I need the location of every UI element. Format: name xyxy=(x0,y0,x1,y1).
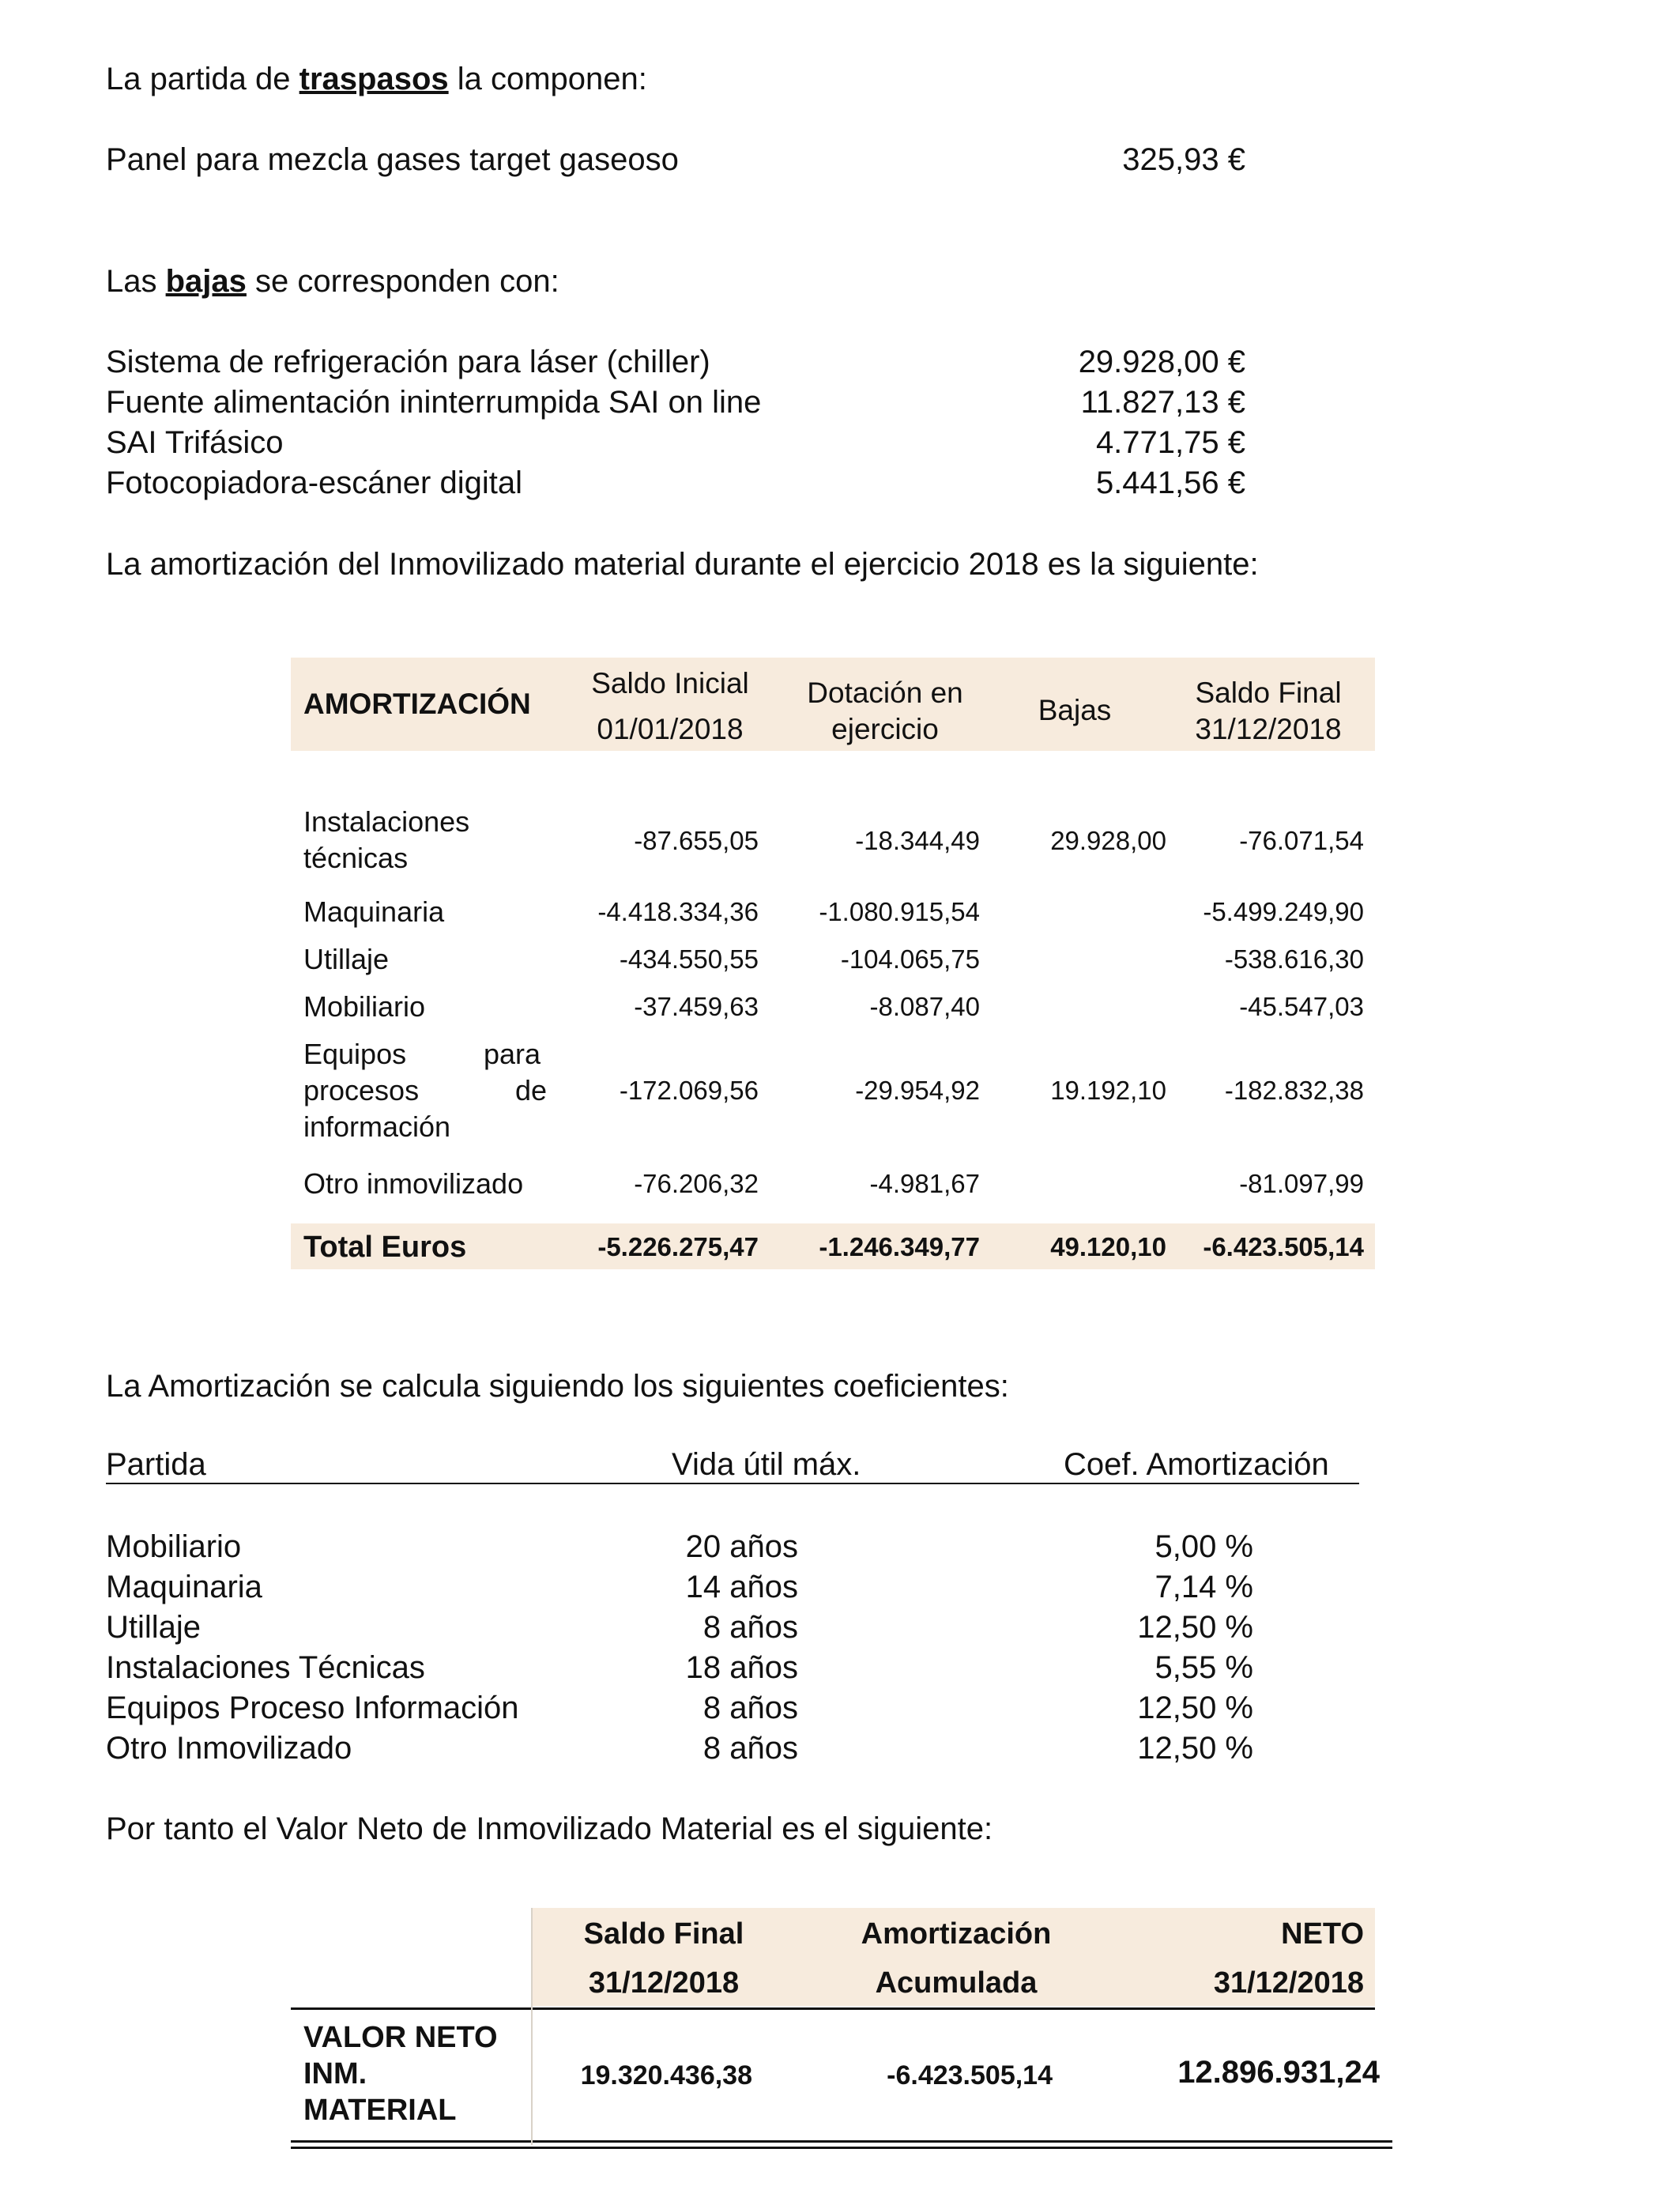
coef-partida: Instalaciones Técnicas xyxy=(106,1650,425,1685)
bajas-item-label: Sistema de refrigeración para láser (chiller) xyxy=(106,345,710,379)
bajas-heading: Las bajas se corresponden con: xyxy=(106,264,559,299)
cell-inicial: -37.459,63 xyxy=(634,992,759,1021)
cell-dotacion: -8.087,40 xyxy=(869,992,980,1021)
header-saldo-final-date: 31/12/2018 xyxy=(1195,713,1342,745)
row-label: Maquinaria xyxy=(303,895,445,928)
coef-header-vida: Vida útil máx. xyxy=(672,1447,861,1482)
coef-vida: 8 años xyxy=(703,1731,798,1766)
coef-sentence: La Amortización se calcula siguiendo los siguientes coeficientes: xyxy=(106,1369,1009,1404)
coef-partida: Utillaje xyxy=(106,1610,202,1645)
cell-dotacion: -104.065,75 xyxy=(840,944,980,974)
cell-inicial: -172.069,56 xyxy=(619,1076,759,1105)
cell-inicial: -4.418.334,36 xyxy=(597,897,759,926)
header-dotacion-l2: ejercicio xyxy=(831,713,939,745)
bajas-item-label: SAI Trifásico xyxy=(106,425,284,460)
traspaso-item-label: Panel para mezcla gases target gaseoso xyxy=(106,142,679,177)
net-header-saldo-date: 31/12/2018 xyxy=(588,1966,740,2000)
row-label: Mobiliario xyxy=(303,990,426,1023)
coef-vida: 8 años xyxy=(703,1610,798,1645)
traspasos-word: traspasos xyxy=(299,62,449,96)
cell-final: -81.097,99 xyxy=(1239,1169,1364,1198)
coef-vida: 8 años xyxy=(703,1691,798,1725)
row-label-l2: técnicas xyxy=(303,842,409,874)
cell-inicial: -76.206,32 xyxy=(634,1169,759,1198)
cell-dotacion: -1.080.915,54 xyxy=(819,897,980,926)
row-label: Utillaje xyxy=(303,943,390,975)
net-row-label: VALOR NETO xyxy=(303,2021,498,2054)
bajas-item-amount: 5.441,56 € xyxy=(1095,466,1245,500)
row-label: Instalaciones xyxy=(303,805,470,838)
total-inicial: -5.226.275,47 xyxy=(597,1232,759,1261)
coef-partida: Otro Inmovilizado xyxy=(106,1731,352,1766)
header-saldo-final: Saldo Final xyxy=(1195,677,1342,709)
amortization-sentence: La amortización del Inmovilizado material durante el ejercicio 2018 es la siguiente: xyxy=(106,547,1259,582)
row-label: Otro inmovilizado xyxy=(303,1167,524,1200)
cell-inicial: -87.655,05 xyxy=(634,826,759,855)
bajas-item-amount: 4.771,75 € xyxy=(1095,425,1245,460)
coef-value: 12,50 % xyxy=(1137,1691,1253,1725)
net-header-amort-l2: Acumulada xyxy=(875,1966,1038,2000)
traspasos-heading: La partida de traspasos la componen: xyxy=(106,62,647,96)
net-header-saldo: Saldo Final xyxy=(583,1917,744,1951)
net-double-rule-bottom xyxy=(291,2147,1392,2149)
coef-partida: Maquinaria xyxy=(106,1570,262,1604)
net-amort: -6.423.505,14 xyxy=(887,2060,1053,2090)
cell-bajas: 29.928,00 xyxy=(1050,826,1166,855)
cell-final: -5.499.249,90 xyxy=(1203,897,1364,926)
coef-value: 12,50 % xyxy=(1137,1610,1253,1645)
header-saldo-inicial-date: 01/01/2018 xyxy=(597,713,744,745)
coef-value: 12,50 % xyxy=(1137,1731,1253,1766)
header-dotacion: Dotación en xyxy=(807,677,963,709)
cell-final: -76.071,54 xyxy=(1239,826,1364,855)
cell-dotacion: -18.344,49 xyxy=(855,826,980,855)
net-header-rule xyxy=(291,2007,1375,2010)
bajas-item-label: Fotocopiadora-escáner digital xyxy=(106,466,522,500)
bajas-word: bajas xyxy=(165,264,247,299)
net-row-label-l3: MATERIAL xyxy=(303,2094,457,2127)
row-label-l2: procesos xyxy=(303,1074,420,1106)
net-row-label-l2: INM. xyxy=(303,2057,367,2090)
coef-value: 7,14 % xyxy=(1155,1570,1253,1604)
total-bajas: 49.120,10 xyxy=(1050,1232,1166,1261)
total-label: Total Euros xyxy=(303,1231,467,1264)
cell-dotacion: -29.954,92 xyxy=(855,1076,980,1105)
coef-header-partida: Partida xyxy=(106,1447,206,1482)
header-amortizacion: AMORTIZACIÓN xyxy=(303,688,531,720)
net-sentence: Por tanto el Valor Neto de Inmovilizado Material es el siguiente: xyxy=(106,1811,993,1846)
cell-dotacion: -4.981,67 xyxy=(869,1169,980,1198)
net-column-divider xyxy=(531,1908,533,2145)
net-header-amort: Amortización xyxy=(861,1917,1052,1951)
traspaso-item-amount: 325,93 € xyxy=(1122,142,1245,177)
coef-header-coef: Coef. Amortización xyxy=(1064,1447,1329,1482)
row-label: Equipos xyxy=(303,1038,407,1070)
coef-partida: Mobiliario xyxy=(106,1529,242,1564)
header-bajas: Bajas xyxy=(1038,694,1112,726)
coef-value: 5,55 % xyxy=(1155,1650,1253,1685)
total-dotacion: -1.246.349,77 xyxy=(819,1232,980,1261)
coef-partida: Equipos Proceso Información xyxy=(106,1691,519,1725)
row-label-l3: información xyxy=(303,1110,451,1143)
net-double-rule-top xyxy=(291,2140,1392,2143)
net-neto: 12.896.931,24 xyxy=(1177,2055,1380,2090)
net-header-neto-date: 31/12/2018 xyxy=(1213,1966,1364,2000)
bajas-item-label: Fuente alimentación ininterrumpida SAI on line xyxy=(106,385,762,420)
cell-inicial: -434.550,55 xyxy=(619,944,759,974)
cell-final: -182.832,38 xyxy=(1224,1076,1364,1105)
cell-bajas: 19.192,10 xyxy=(1050,1076,1166,1105)
row-label-word: de xyxy=(515,1074,548,1106)
bajas-item-amount: 29.928,00 € xyxy=(1078,345,1245,379)
coef-value: 5,00 % xyxy=(1155,1529,1253,1564)
cell-final: -538.616,30 xyxy=(1224,944,1364,974)
coef-vida: 18 años xyxy=(685,1650,798,1685)
coef-vida: 20 años xyxy=(685,1529,798,1564)
header-saldo-inicial: Saldo Inicial xyxy=(591,667,749,699)
row-label-word: para xyxy=(484,1038,541,1070)
total-final: -6.423.505,14 xyxy=(1203,1232,1364,1261)
net-header-neto: NETO xyxy=(1281,1917,1364,1951)
bajas-item-amount: 11.827,13 € xyxy=(1080,385,1245,420)
coef-vida: 14 años xyxy=(685,1570,798,1604)
cell-final: -45.547,03 xyxy=(1239,992,1364,1021)
net-saldo: 19.320.436,38 xyxy=(580,2060,752,2090)
coef-header-rule xyxy=(106,1483,1359,1484)
